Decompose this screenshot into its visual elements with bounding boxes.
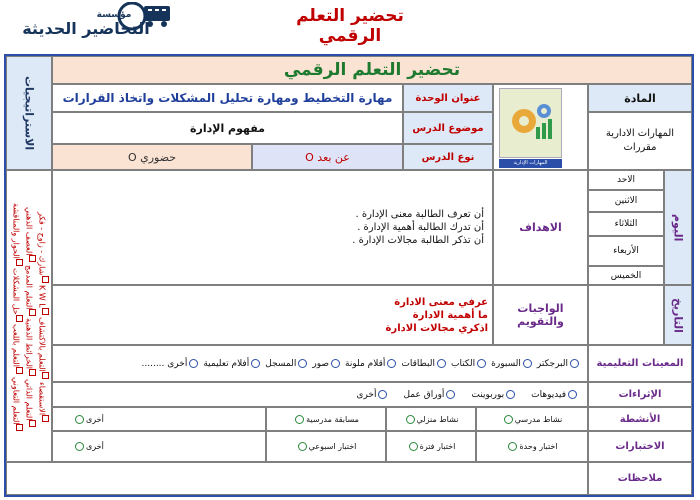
activity-2[interactable]: مسابقة مدرسية	[266, 407, 386, 431]
enrich-value	[52, 382, 588, 407]
aid-item[interactable]: البطاقات	[401, 359, 448, 369]
strategy-item[interactable]: K W L	[38, 285, 47, 315]
aid-item[interactable]: أقلام ملونة	[345, 359, 398, 369]
activities-label: الأنشطة	[588, 407, 692, 431]
date-value[interactable]	[588, 285, 664, 345]
test-1[interactable]: اختبار فترة	[386, 431, 476, 462]
day-label: اليوم	[664, 170, 692, 285]
homework-label: الواجبات والتقويم	[493, 285, 588, 345]
activity-3[interactable]: أخرى	[52, 407, 266, 431]
logo-main-text: التحاضير الحديثة	[22, 19, 150, 38]
strategy-item[interactable]: التعلم الذاتي	[25, 379, 34, 427]
objective-item: أن تذكر الطالبة مجالات الإدارة .	[352, 235, 484, 246]
logo	[2, 2, 177, 40]
unit-label: عنوان الوحدة	[403, 84, 493, 112]
objective-item: أن تدرك الطالبة أهمية الإدارة .	[357, 222, 484, 233]
gear-icon	[506, 97, 558, 145]
activity-1[interactable]: نشاط منزلي	[386, 407, 476, 431]
form-banner	[52, 56, 692, 84]
strategies-header	[6, 56, 52, 170]
type-remote-option[interactable]: عن بعد O	[252, 144, 403, 170]
homework-list	[386, 296, 488, 335]
day-sunday: الاحد	[588, 170, 664, 190]
aid-item[interactable]: أخرى ........	[142, 359, 201, 369]
strategy-item[interactable]: الخرائط الذهنية	[25, 318, 34, 376]
homework-item: ما أهمية الادارة	[412, 309, 488, 321]
unit-value: مهارة التخطيط ومهارة تحليل المشكلات واتخاذ القرارات	[52, 84, 403, 112]
strategies-list-b	[23, 175, 36, 459]
strategy-item[interactable]: الاستقصاء	[38, 382, 47, 422]
date-label: التاريخ	[664, 285, 692, 345]
subject-value: المهارات الادارية مقررات	[588, 112, 692, 170]
objectives-list	[352, 208, 484, 247]
strategies-label: الاستراتيجيات	[22, 75, 36, 151]
strategies-list-a	[10, 175, 23, 459]
strategy-item[interactable]: الحوار والمناقشة	[12, 203, 21, 266]
aid-item[interactable]: البرجكتر	[537, 359, 581, 369]
day-tuesday: الثلاثاء	[588, 212, 664, 236]
strategy-item[interactable]: حل المشكلات	[12, 268, 21, 322]
objective-item: أن تعرف الطالبة معنى الإدارة .	[355, 209, 484, 220]
subject-label: المادة	[588, 84, 692, 112]
activity-0[interactable]: نشاط مدرسي	[476, 407, 588, 431]
type-label: نوع الدرس	[403, 144, 493, 170]
strategies-list-c	[36, 175, 49, 459]
aid-item[interactable]: الكتاب	[451, 359, 488, 369]
aids-label: المعينات التعليمية	[588, 345, 692, 382]
test-2[interactable]: اختبار اسبوعي	[266, 431, 386, 462]
strategy-item[interactable]: التعلم التعاوني	[12, 377, 21, 432]
aid-item[interactable]: صور	[312, 359, 342, 369]
homework-item: اذكري مجالات الادارة	[385, 322, 488, 334]
homework-value	[52, 285, 493, 345]
book-cover-image	[499, 88, 562, 158]
strategy-item[interactable]: التعلم بالاكتشاف	[38, 317, 47, 379]
page-title: تحضير التعلم الرقمي	[296, 6, 404, 46]
logo-top-text: مؤسسة	[96, 10, 132, 20]
aids-value	[52, 345, 588, 382]
lesson-label: موضوع الدرس	[403, 112, 493, 144]
enrich-label: الإثراءات	[588, 382, 692, 407]
objectives-value	[52, 170, 493, 285]
test-0[interactable]: اختبار وحدة	[476, 431, 588, 462]
type-inperson-option[interactable]: حضوري O	[52, 144, 252, 170]
enrich-item[interactable]: بوربوينت	[471, 390, 517, 400]
notes-value[interactable]	[6, 462, 588, 495]
day-wednesday: الأربعاء	[588, 236, 664, 266]
day-monday: الاثنين	[588, 190, 664, 212]
notes-label: ملاحظات	[588, 462, 692, 495]
book-caption: المهارات الإدارية	[499, 159, 562, 168]
aid-item[interactable]: أفلام تعليمية	[203, 359, 262, 369]
lesson-value: مفهوم الإدارة	[52, 112, 403, 144]
enrich-item[interactable]: أخرى	[356, 390, 389, 400]
strategy-item[interactable]: العصف الذهني	[25, 207, 34, 262]
enrich-item[interactable]: فيديوهات	[531, 390, 579, 400]
tests-label: الاختبارات	[588, 431, 692, 462]
homework-item: عرفي معنى الادارة	[394, 296, 488, 308]
strategy-item[interactable]: التعلم المدمج	[25, 265, 34, 316]
enrich-item[interactable]: أوراق عمل	[403, 390, 457, 400]
aid-item[interactable]: المسجل	[265, 359, 309, 369]
test-3[interactable]: أخرى	[52, 431, 266, 462]
day-thursday: الخميس	[588, 266, 664, 285]
strategy-item[interactable]: التعلم باللعب	[12, 324, 21, 374]
objectives-label: الاهداف	[493, 170, 588, 285]
strategy-item[interactable]: شارك - زاوج - فكر	[38, 212, 47, 282]
banner-title: تحضير التعلم الرقمي	[283, 60, 461, 80]
aid-item[interactable]: السبورة	[491, 359, 534, 369]
book-cover	[493, 84, 588, 170]
strategies-panel	[6, 170, 52, 462]
